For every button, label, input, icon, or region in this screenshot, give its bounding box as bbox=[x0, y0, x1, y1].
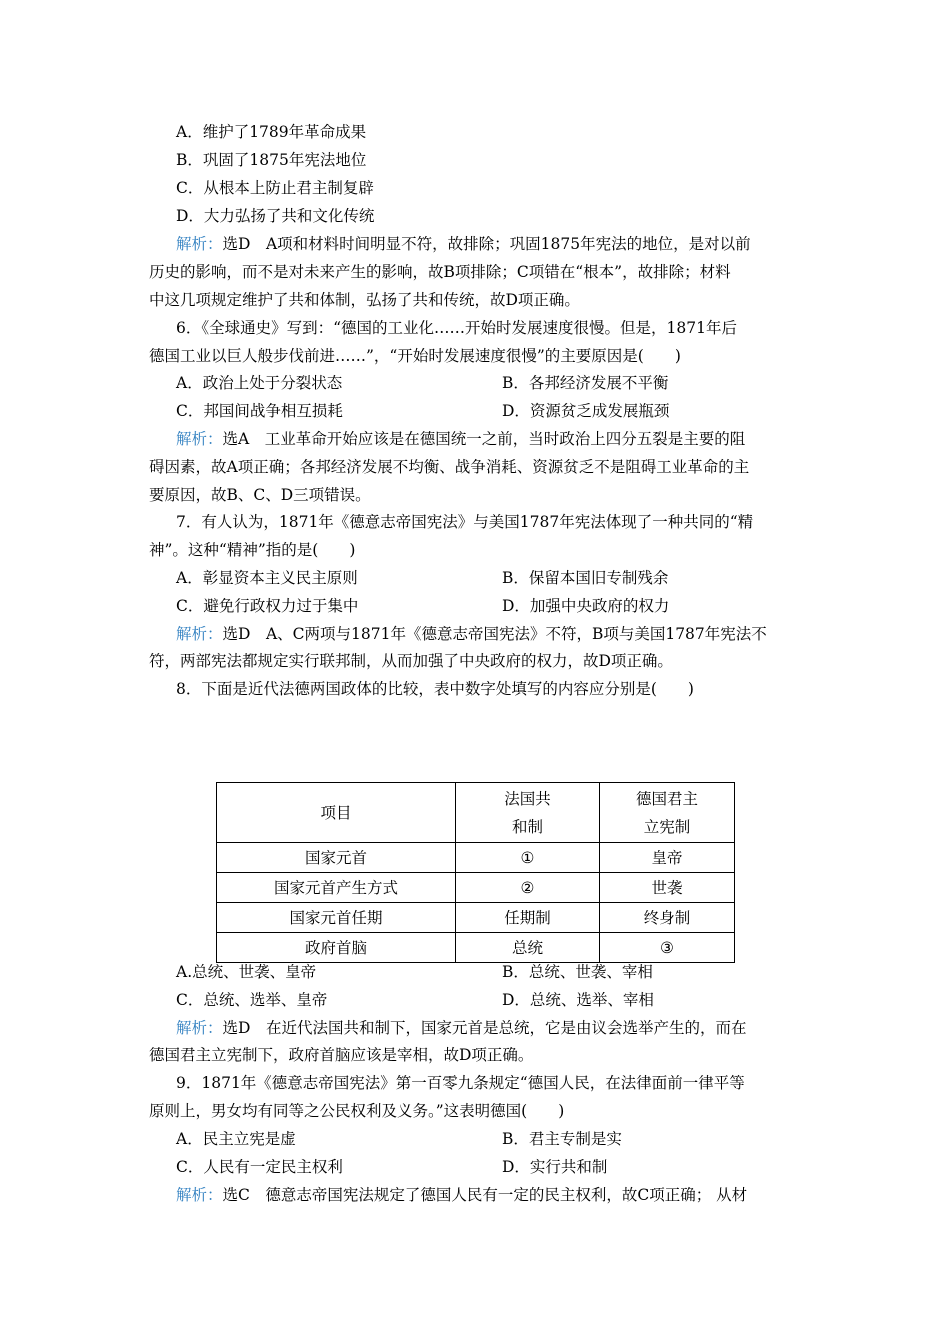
table-cell: 终身制 bbox=[600, 903, 735, 933]
table-row bbox=[217, 843, 735, 873]
q8-analysis-line-1: 解析：选D 在近代法国共和制下，国家元首是总统，它是由议会选举产生的，而在 bbox=[176, 1019, 747, 1037]
table-cell: 政府首脑 bbox=[217, 933, 456, 963]
q9-option-b: B．君主专制是实 bbox=[502, 1130, 622, 1148]
table-row bbox=[217, 933, 735, 963]
analysis-tag: 解析： bbox=[176, 625, 223, 643]
table-cell: ① bbox=[456, 843, 600, 873]
comparison-table bbox=[216, 782, 735, 963]
q6-option-a: A．政治上处于分裂状态 bbox=[176, 374, 343, 392]
q9-stem-line-1: 9．1871年《德意志帝国宪法》第一百零九条规定“德国人民，在法律面前一律平等 bbox=[176, 1074, 745, 1092]
q5-option-b: B．巩固了1875年宪法地位 bbox=[176, 151, 367, 169]
analysis-tag: 解析： bbox=[176, 430, 223, 448]
q8-analysis-line-2: 德国君主立宪制下，政府首脑应该是宰相，故D项正确。 bbox=[149, 1046, 534, 1064]
table-header-cell: 德国君主 立宪制 bbox=[600, 783, 735, 843]
table-cell: ③ bbox=[600, 933, 735, 963]
table-cell: 任期制 bbox=[456, 903, 600, 933]
q8-option-d: D．总统、选举、宰相 bbox=[502, 991, 654, 1009]
q5-analysis-line-3: 中这几项规定维护了共和体制，弘扬了共和传统，故D项正确。 bbox=[149, 291, 580, 309]
q5-option-d: D．大力弘扬了共和文化传统 bbox=[176, 207, 375, 225]
table-header-row bbox=[217, 783, 735, 843]
table-cell: 皇帝 bbox=[600, 843, 735, 873]
table-header-cell: 项目 bbox=[217, 783, 456, 843]
q8-option-b: B．总统、世袭、宰相 bbox=[502, 963, 653, 981]
table-cell: 世袭 bbox=[600, 873, 735, 903]
q6-analysis-line-1: 解析：选A 工业革命开始应该是在德国统一之前，当时政治上四分五裂是主要的阻 bbox=[176, 430, 746, 448]
q9-option-c: C．人民有一定民主权利 bbox=[176, 1158, 343, 1176]
analysis-tag: 解析： bbox=[176, 1186, 223, 1204]
q5-analysis-line-2: 历史的影响，而不是对未来产生的影响，故B项排除；C项错在“根本”，故排除；材料 bbox=[149, 263, 731, 281]
q6-stem-line-2: 德国工业以巨人般步伐前进……”，“开始时发展速度很慢”的主要原因是( ) bbox=[149, 347, 681, 365]
q6-analysis-line-2: 碍因素，故A项正确；各邦经济发展不均衡、战争消耗、资源贫乏不是阻碍工业革命的主 bbox=[149, 458, 750, 476]
q7-option-a: A．彰显资本主义民主原则 bbox=[176, 569, 358, 587]
q7-stem-line-1: 7．有人认为，1871年《德意志帝国宪法》与美国1787年宪法体现了一种共同的“精 bbox=[176, 513, 754, 531]
q6-option-d: D．资源贫乏成发展瓶颈 bbox=[502, 402, 670, 420]
q8-option-a: A.总统、世袭、皇帝 bbox=[176, 963, 317, 981]
q9-analysis-line-1: 解析：选C 德意志帝国宪法规定了德国人民有一定的民主权利，故C项正确； 从材 bbox=[176, 1186, 748, 1204]
q9-option-a: A．民主立宪是虚 bbox=[176, 1130, 296, 1148]
q5-analysis-line-1: 解析：选D A项和材料时间明显不符，故排除；巩固1875年宪法的地位，是对以前 bbox=[176, 235, 751, 253]
q7-option-d: D．加强中央政府的权力 bbox=[502, 597, 670, 615]
table-cell: 总统 bbox=[456, 933, 600, 963]
analysis-tag: 解析： bbox=[176, 235, 223, 253]
q6-option-b: B．各邦经济发展不平衡 bbox=[502, 374, 669, 392]
q7-analysis-line-1: 解析：选D A、C两项与1871年《德意志帝国宪法》不符，B项与美国1787年宪法不 bbox=[176, 625, 767, 643]
q9-option-d: D．实行共和制 bbox=[502, 1158, 608, 1176]
q7-option-b: B．保留本国旧专制残余 bbox=[502, 569, 669, 587]
q6-stem-line-1: 6．《全球通史》写到：“德国的工业化……开始时发展速度很慢。但是，1871年后 bbox=[176, 319, 737, 337]
table-row bbox=[217, 903, 735, 933]
table-cell: 国家元首 bbox=[217, 843, 456, 873]
q5-option-c: C．从根本上防止君主制复辟 bbox=[176, 179, 374, 197]
q7-stem-line-2: 神”。这种“精神”指的是( ) bbox=[149, 541, 356, 559]
q5-option-a: A．维护了1789年革命成果 bbox=[176, 123, 367, 141]
q7-analysis-line-2: 符，两部宪法都规定实行联邦制，从而加强了中央政府的权力，故D项正确。 bbox=[149, 652, 673, 670]
q7-option-c: C．避免行政权力过于集中 bbox=[176, 597, 359, 615]
table-cell: ② bbox=[456, 873, 600, 903]
table-cell: 国家元首产生方式 bbox=[217, 873, 456, 903]
analysis-tag: 解析： bbox=[176, 1019, 223, 1037]
q8-stem: 8．下面是近代法德两国政体的比较，表中数字处填写的内容应分别是( ) bbox=[176, 680, 694, 698]
table-cell: 国家元首任期 bbox=[217, 903, 456, 933]
q6-option-c: C．邦国间战争相互损耗 bbox=[176, 402, 343, 420]
q9-stem-line-2: 原则上，男女均有同等之公民权利及义务。”这表明德国( ) bbox=[149, 1102, 565, 1120]
table-row bbox=[217, 873, 735, 903]
q6-analysis-line-3: 要原因，故B、C、D三项错误。 bbox=[149, 486, 371, 504]
table-header-cell: 法国共 和制 bbox=[456, 783, 600, 843]
q8-option-c: C．总统、选举、皇帝 bbox=[176, 991, 328, 1009]
